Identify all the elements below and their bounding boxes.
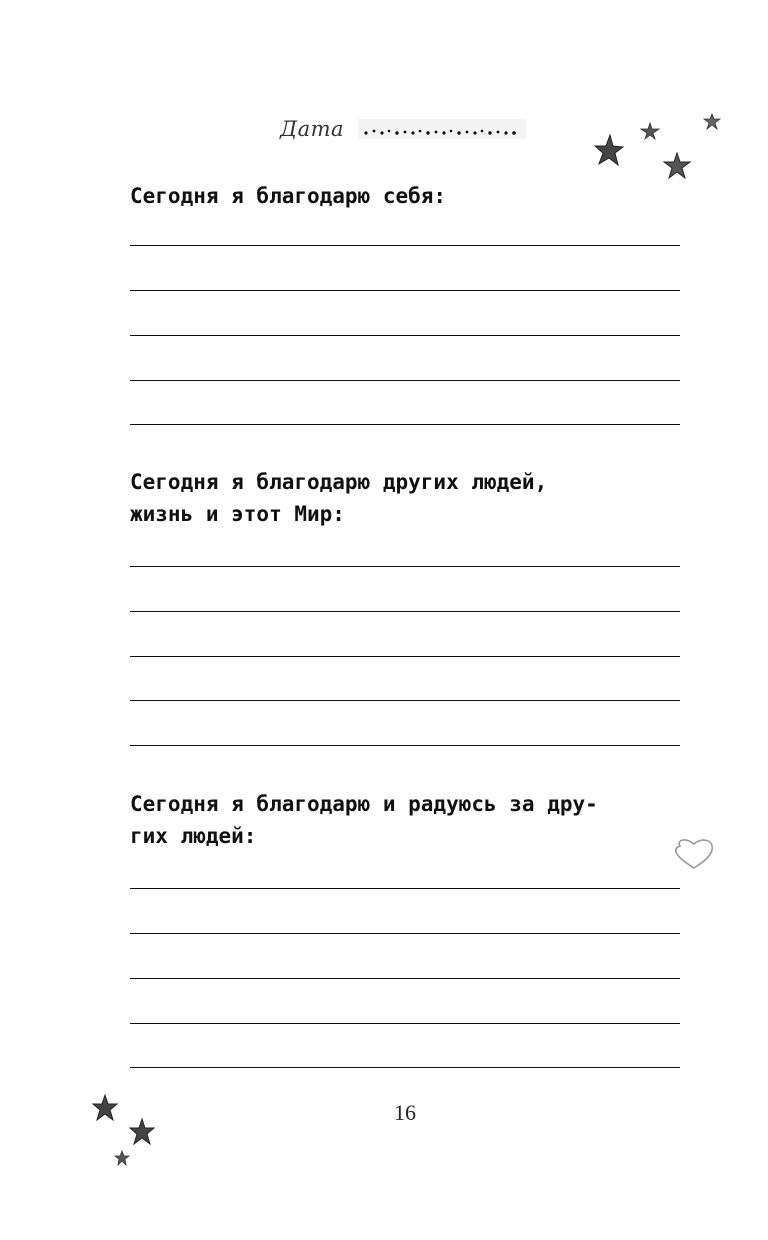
writing-line[interactable] xyxy=(130,888,680,889)
star-icon xyxy=(129,1118,155,1146)
star-icon xyxy=(92,1094,118,1122)
gratitude-prompt-self xyxy=(130,180,680,212)
page-number: 16 xyxy=(394,1100,416,1125)
date-label: Дата xyxy=(280,117,345,141)
prompt-line: Сегодня я благодарю и радуюсь за дру- xyxy=(130,792,598,816)
heart-outline-icon xyxy=(672,836,718,870)
writing-line[interactable] xyxy=(130,245,680,246)
date-field[interactable] xyxy=(358,119,526,139)
star-icon xyxy=(640,122,660,140)
gratitude-prompt-rejoice xyxy=(130,788,680,852)
writing-line[interactable] xyxy=(130,1023,680,1024)
writing-line[interactable] xyxy=(130,380,680,381)
writing-line[interactable] xyxy=(130,290,680,291)
writing-line[interactable] xyxy=(130,745,680,746)
star-icon xyxy=(114,1150,130,1166)
writing-line[interactable] xyxy=(130,1067,680,1068)
prompt-line: Сегодня я благодарю других людей, xyxy=(130,470,548,494)
prompt-line: жизнь и этот Мир: xyxy=(130,502,345,526)
star-icon xyxy=(662,152,692,180)
date-row xyxy=(280,116,526,142)
writing-line[interactable] xyxy=(130,566,680,567)
star-icon xyxy=(594,134,624,166)
writing-line[interactable] xyxy=(130,933,680,934)
star-icon xyxy=(703,113,721,131)
writing-line[interactable] xyxy=(130,335,680,336)
dotted-line-icon xyxy=(358,119,526,139)
writing-line[interactable] xyxy=(130,700,680,701)
writing-line[interactable] xyxy=(130,611,680,612)
prompt-line: Сегодня я благодарю себя: xyxy=(130,184,447,208)
gratitude-prompt-others xyxy=(130,466,680,530)
writing-line[interactable] xyxy=(130,424,680,425)
prompt-line: гих людей: xyxy=(130,824,257,848)
writing-line[interactable] xyxy=(130,656,680,657)
writing-line[interactable] xyxy=(130,978,680,979)
